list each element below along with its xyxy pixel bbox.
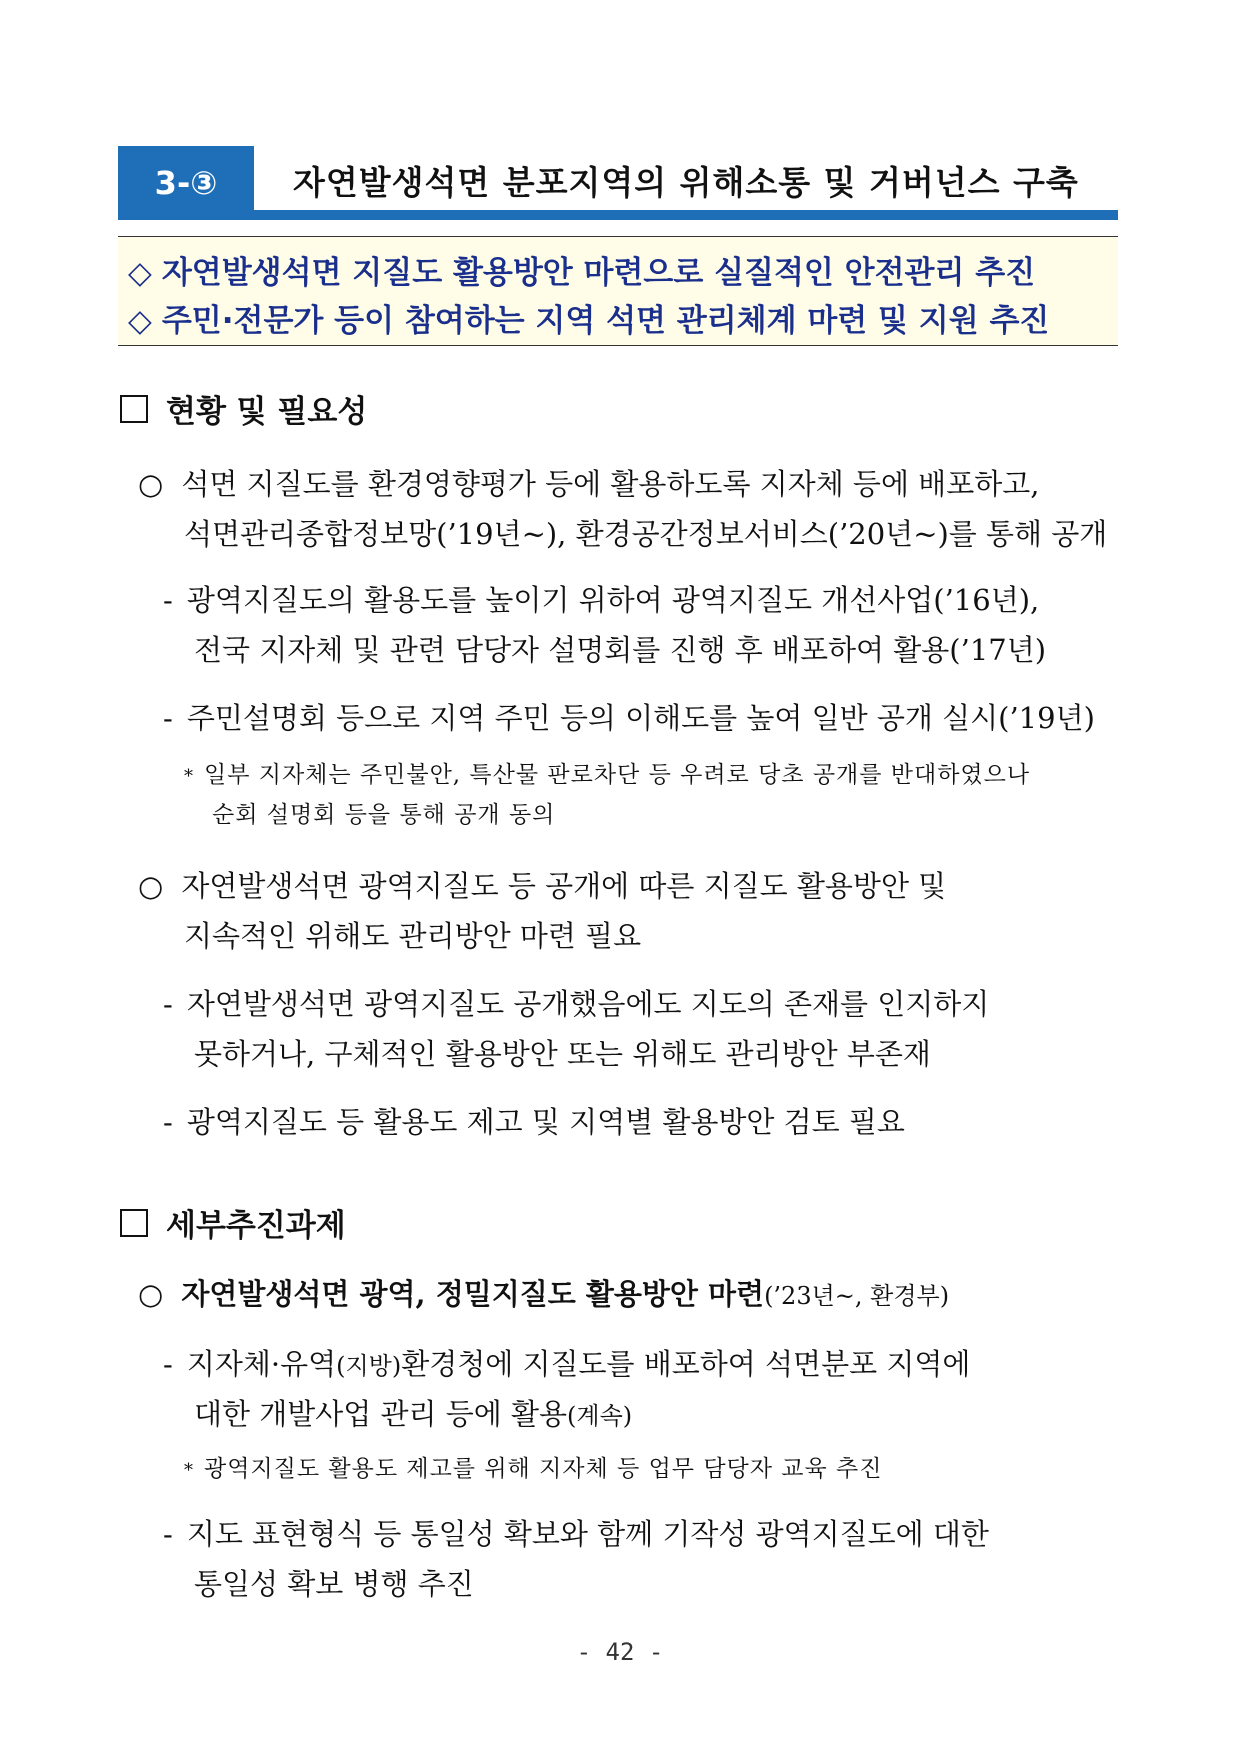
sub-item-text: 지도 표현형식 등 통일성 확보와 함께 기작성 광역지질도에 대한 — [186, 1517, 989, 1551]
sub-item-text: 지자체·유역 — [186, 1347, 337, 1381]
dash-bullet: - — [163, 1105, 173, 1139]
header-underline — [254, 210, 1118, 220]
sub-item-continuation — [194, 1392, 632, 1433]
sub-item-text: 광역지질도 등 활용도 제고 및 지역별 활용방안 검토 필요 — [186, 1105, 905, 1139]
list-item — [138, 864, 946, 905]
sub-item-paren: (지방) — [336, 1352, 402, 1380]
sub-item-paren: (계속) — [567, 1402, 633, 1430]
dash-bullet: - — [163, 583, 173, 617]
footnote-text: 광역지질도 활용도 제고를 위해 지자체 등 업무 담당자 교육 추진 — [204, 1456, 883, 1482]
dash-bullet: - — [163, 1517, 173, 1551]
list-item — [138, 462, 1039, 503]
diamond-bullet-icon: ◇ — [128, 255, 152, 291]
section-title: 자연발생석면 분포지역의 위해소통 및 거버넌스 구축 — [293, 162, 1079, 202]
diamond-bullet-icon: ◇ — [128, 303, 152, 339]
section-heading-text: 현황 및 필요성 — [166, 394, 368, 430]
summary-line-1 — [128, 247, 1035, 292]
section-header — [118, 146, 1118, 220]
page-number: - 42 - — [576, 1638, 664, 1666]
checkbox-square-icon — [120, 395, 148, 423]
sub-item-continuation: 통일성 확보 병행 추진 — [194, 1567, 474, 1601]
item-continuation: 지속적인 위해도 관리방안 마련 필요 — [184, 919, 642, 953]
summary-box — [118, 236, 1118, 346]
item-continuation: 석면관리종합정보망(’19년~), 환경공간정보서비스(’20년~)를 통해 공개 — [184, 517, 1108, 551]
summary-text-2: 주민·전문가 등이 참여하는 지역 석면 관리체계 마련 및 지원 추진 — [161, 303, 1050, 339]
sub-item-text: 주민설명회 등으로 지역 주민 등의 이해도를 높여 일반 공개 실시(’19년) — [186, 701, 1095, 735]
sub-item — [163, 696, 1095, 737]
dash-bullet: - — [163, 701, 173, 735]
asterisk-mark: * — [184, 766, 194, 787]
sub-item-text: 자연발생석면 광역지질도 공개했음에도 지도의 존재를 인지하지 — [186, 987, 990, 1021]
sub-item — [163, 1100, 905, 1141]
circle-bullet-icon: ○ — [138, 869, 164, 903]
task-title: 자연발생석면 광역, 정밀지질도 활용방안 마련 — [181, 1277, 765, 1311]
circle-bullet-icon: ○ — [138, 467, 164, 501]
sub-item-text: 환경청에 지질도를 배포하여 석면분포 지역에 — [401, 1347, 971, 1381]
sub-item — [163, 1342, 970, 1383]
footnote — [184, 756, 1030, 789]
dash-bullet: - — [163, 1347, 173, 1381]
item-text: 자연발생석면 광역지질도 등 공개에 따른 지질도 활용방안 및 — [181, 869, 947, 903]
section-heading-text: 세부추진과제 — [166, 1208, 346, 1244]
sub-item — [163, 982, 989, 1023]
sub-item-continuation: 전국 지자체 및 관련 담당자 설명회를 진행 후 배포하여 활용(’17년) — [194, 633, 1047, 667]
summary-text-1: 자연발생석면 지질도 활용방안 마련으로 실질적인 안전관리 추진 — [161, 255, 1036, 291]
footnote-text: 일부 지자체는 주민불안, 특산물 판로차단 등 우려로 당초 공개를 반대하였으나 — [204, 762, 1031, 788]
sub-item-continuation: 못하거나, 구체적인 활용방안 또는 위해도 관리방안 부존재 — [194, 1037, 931, 1071]
sub-item — [163, 578, 1039, 619]
checkbox-square-icon — [120, 1209, 148, 1237]
section-heading-status — [120, 386, 367, 431]
sub-item-text: 광역지질도의 활용도를 높이기 위하여 광역지질도 개선사업(’16년), — [186, 583, 1040, 617]
section-heading-tasks — [120, 1200, 346, 1245]
footnote-continuation: 순회 설명회 등을 통해 공개 동의 — [212, 802, 556, 828]
summary-line-2 — [128, 295, 1049, 340]
sub-item-text: 대한 개발사업 관리 등에 활용 — [194, 1397, 568, 1431]
task-suffix: (’23년~, 환경부) — [764, 1282, 950, 1310]
section-number-badge: 3-③ — [118, 146, 254, 220]
dash-bullet: - — [163, 987, 173, 1021]
task-item — [138, 1272, 949, 1313]
circle-bullet-icon: ○ — [138, 1277, 164, 1311]
sub-item — [163, 1512, 989, 1553]
asterisk-mark: * — [184, 1460, 194, 1481]
footnote — [184, 1450, 882, 1483]
item-text: 석면 지질도를 환경영향평가 등에 활용하도록 지자체 등에 배포하고, — [181, 467, 1040, 501]
